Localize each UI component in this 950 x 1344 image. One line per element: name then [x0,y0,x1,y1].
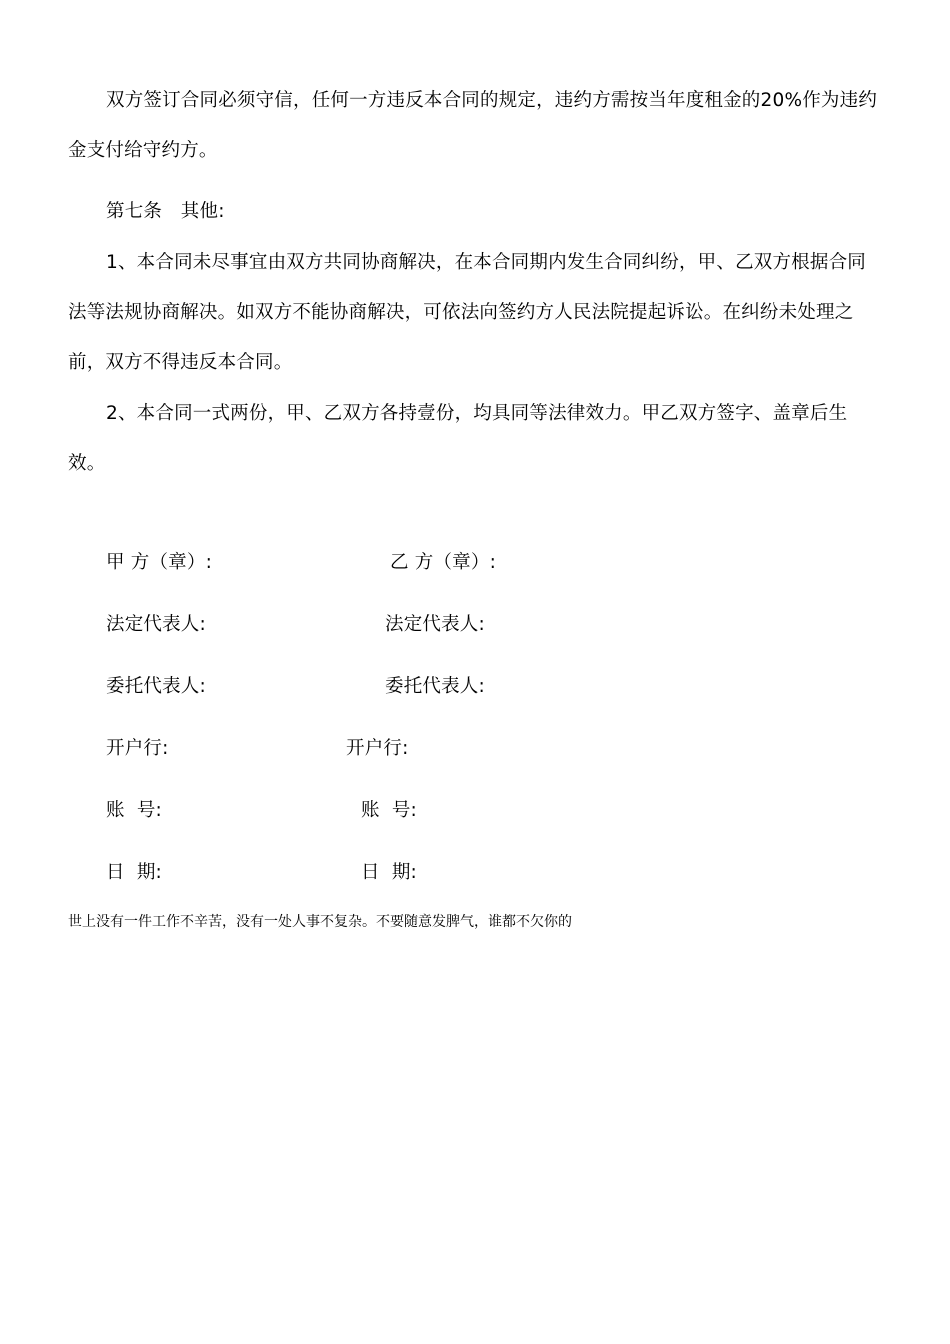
article-seven-heading: 第七条 其他: [106,201,225,222]
party-b-account-label: 账 号: [361,800,417,821]
party-b-entrusted-rep-label: 委托代表人: [385,676,485,697]
party-a-entrusted-rep-label: 委托代表人: [106,676,206,697]
party-b-date-label: 日 期: [361,862,417,883]
footer-note: 世上没有一件工作不辛苦，没有一处人事不复杂。不要随意发脾气，谁都不欠你的 [68,914,572,930]
clause-one-paragraph: 1、本合同未尽事宜由双方共同协商解决，在本合同期内发生合同纠纷，甲、乙双方根据合同法等法规协商解决。如双方不能协商解决，可依法向签约方人民法院提起诉讼。在纠纷未处理之前，双方不得违反本合同。 [68,252,866,373]
party-b-legal-rep-label: 法定代表人: [385,614,485,635]
breach-clause-paragraph: 双方签订合同必须守信，任何一方违反本合同的规定，违约方需按当年度租金的20%作为违约金支付给守约方。 [68,90,878,161]
clause-two-paragraph: 2、本合同一式两份，甲、乙双方各持壹份，均具同等法律效力。甲乙双方签字、盖章后生效。 [68,403,848,474]
party-a-seal-label: 甲 方（章）: [106,552,213,573]
party-b-seal-label: 乙 方（章）: [390,552,497,573]
party-a-account-label: 账 号: [106,800,162,821]
party-a-date-label: 日 期: [106,862,162,883]
party-b-bank-label: 开户行: [346,738,409,759]
party-a-legal-rep-label: 法定代表人: [106,614,206,635]
party-a-bank-label: 开户行: [106,738,169,759]
